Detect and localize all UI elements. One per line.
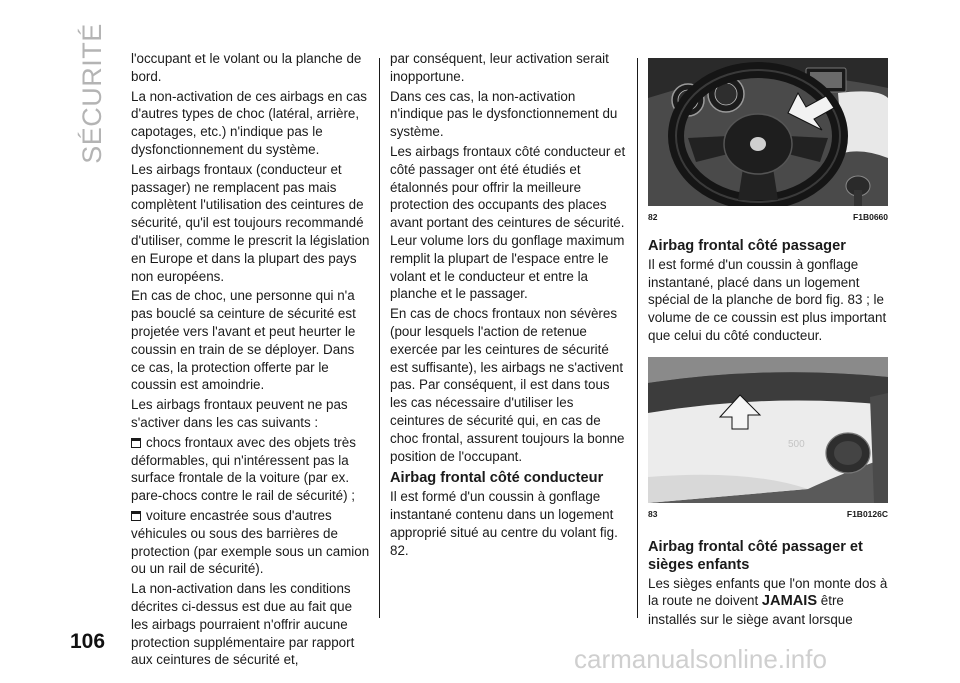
section-heading: Airbag frontal côté passager [648,237,846,254]
paragraph: Il est formé d'un coussin à gonflage instantané, placé dans un logement spécial de la planche de bord fig. 83 ; le volume de ce coussin est plus important que celui du côté conducteur. [648,256,887,343]
figure-code: F1B0126C [846,508,888,519]
column-3 [648,58,888,631]
paragraph: Les airbags frontaux peuvent ne pas s'activer dans les cas suivants : [131,397,348,430]
watermark: carmanualsonline.info [574,644,827,674]
paragraph: Dans ces cas, la non-activation n'indique pas le dysfonctionnement du système. [390,88,618,140]
checkbox-bullet-icon [131,438,141,448]
paragraph: Les airbags frontaux (conducteur et passager) ne remplacent pas mais complètent l'utilisation des ceintures de sécurité, qu'il est toujours recommandé d'utiliser, comme le prescrit la législation en Europe et dans la plupart des pays non européens. [131,161,370,284]
steering-wheel-image [648,58,888,206]
paragraph: Les airbags frontaux côté conducteur et côté passager ont été étudiés et étalonnés pour offrir la meilleure protection des occupants des places avant portant des ceintures de sécurité. Leur volume lors du gonflage maximum remplit la plupart de l'espace entre le volant et le conducteur et entre la planche et le passager. [390,143,626,302]
paragraph: Il est formé d'un coussin à gonflage instantané contenu dans un logement approprié situé au centre du volant fig. 82. [390,489,618,558]
section-heading: Airbag frontal côté conducteur [390,470,604,487]
figure-number: 82 [648,212,658,222]
page-number: 106 [70,630,106,653]
paragraph-text: Les sièges enfants que l'on monte dos à la route ne doivent [648,575,888,609]
paragraph-text: être installés sur le siège avant lorsque [648,593,853,628]
passenger-dashboard-image [648,357,888,503]
figure-code: F1B0660 [853,212,888,222]
figure-83 [648,357,888,524]
bullet-text: chocs frontaux avec des objets très déformables, qui n'intéressent pas la surface frontale de la voiture (par ex. pare-chocs contre le rail de sécurité) ; [131,434,356,504]
bullet-item [131,434,371,505]
figure-caption [648,506,888,524]
bullet-item [131,507,371,578]
bullet-text: voiture encastrée sous d'autres véhicules ou sous des barrières de protection (par exemple sous un camion ou un rail de sécurité). [131,507,370,577]
section-title [62,18,122,168]
checkbox-bullet-icon [131,511,141,521]
svg-text:500: 500 [788,438,805,450]
paragraph: La non-activation de ces airbags en cas d'autres types de choc (latéral, arrière, capotages, etc.) n'indique pas le dysfonctionnement du système. [131,88,367,157]
section-title-text: SÉCURITÉ [76,22,107,164]
paragraph [648,575,888,629]
section-heading: Airbag frontal côté passager et sièges enfants [648,538,863,573]
figure-number: 83 [648,508,658,519]
paragraph: En cas de choc, une personne qui n'a pas bouclé sa ceinture de sécurité est projetée vers l'avant et peut heurter le coussin en train de se déployer. Dans ce cas, la protection offerte par le coussin est amoindrie. [131,288,356,393]
paragraph: En cas de chocs frontaux non sévères (pour lesquels l'action de retenue exercée par les ceintures de sécurité est suffisante), les airbags ne s'activent pas. Par conséquent, il est dans tous les cas nécessaire d'utiliser les ceintures de sécurité qui, en cas de choc frontal, assurent toujours la bonne position de l'occupant. [390,306,625,464]
figure-caption [648,209,888,227]
emphasis-text: JAMAIS [761,593,818,610]
column-2 [390,50,630,562]
figure-82 [648,58,888,227]
paragraph: La non-activation dans les conditions décrites ci-dessus est due au fait que les airbags pourraient n'offrir aucune protection supplémentaire par rapport aux ceintures de sécurité et, [131,581,355,668]
column-divider-1 [379,58,380,618]
paragraph: par conséquent, leur activation serait inopportune. [390,51,609,84]
column-divider-2 [637,58,638,618]
column-1 [131,50,371,671]
paragraph: l'occupant et le volant ou la planche de bord. [131,51,362,84]
